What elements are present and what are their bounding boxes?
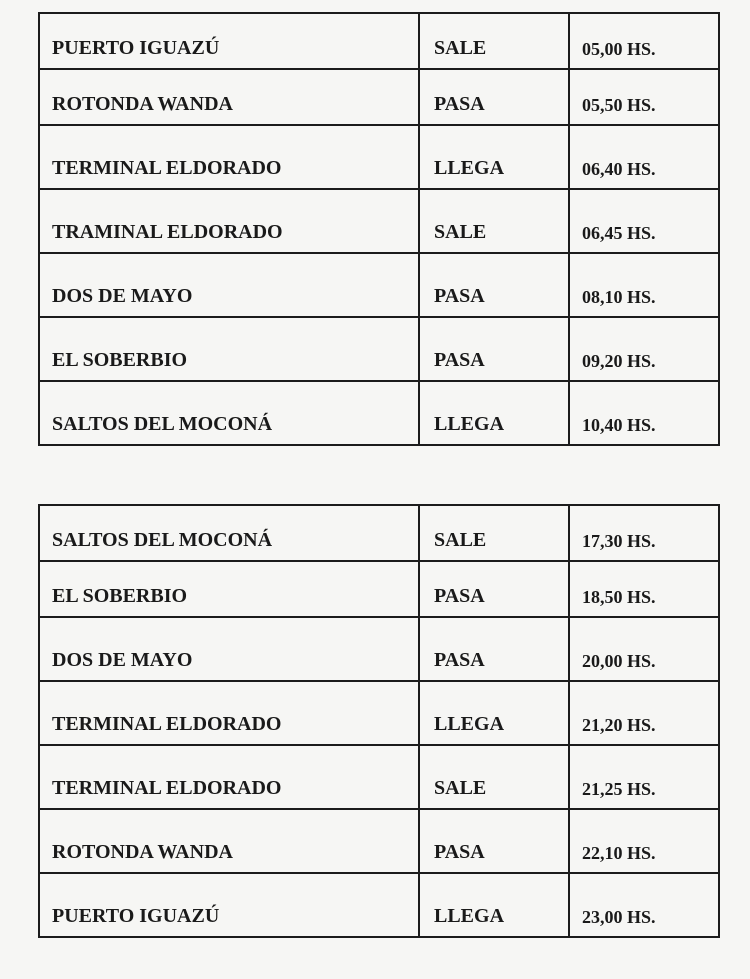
table-row (39, 69, 719, 125)
table-row (39, 873, 719, 937)
stop-time: 05,50 HS. (569, 69, 719, 125)
stop-name: TRAMINAL ELDORADO (39, 189, 419, 253)
stop-name: PUERTO IGUAZÚ (39, 873, 419, 937)
stop-time: 06,40 HS. (569, 125, 719, 189)
table-row (39, 189, 719, 253)
stop-name: EL SOBERBIO (39, 561, 419, 617)
stop-time: 21,25 HS. (569, 745, 719, 809)
stop-action: PASA (419, 809, 569, 873)
table-row (39, 13, 719, 69)
stop-action: PASA (419, 69, 569, 125)
stop-time: 06,45 HS. (569, 189, 719, 253)
return-schedule-table (38, 504, 720, 938)
stop-time: 09,20 HS. (569, 317, 719, 381)
stop-name: EL SOBERBIO (39, 317, 419, 381)
stop-time: 17,30 HS. (569, 505, 719, 561)
table-row (39, 617, 719, 681)
table-row (39, 809, 719, 873)
stop-name: SALTOS DEL MOCONÁ (39, 505, 419, 561)
stop-time: 10,40 HS. (569, 381, 719, 445)
stop-name: TERMINAL ELDORADO (39, 681, 419, 745)
stop-name: PUERTO IGUAZÚ (39, 13, 419, 69)
outbound-schedule-table (38, 12, 720, 446)
table-row (39, 381, 719, 445)
stop-time: 05,00 HS. (569, 13, 719, 69)
stop-action: SALE (419, 505, 569, 561)
stop-name: ROTONDA WANDA (39, 809, 419, 873)
stop-action: SALE (419, 189, 569, 253)
stop-action: PASA (419, 317, 569, 381)
stop-time: 23,00 HS. (569, 873, 719, 937)
table-row (39, 125, 719, 189)
stop-action: LLEGA (419, 381, 569, 445)
stop-time: 08,10 HS. (569, 253, 719, 317)
stop-action: PASA (419, 561, 569, 617)
table-row (39, 505, 719, 561)
stop-time: 20,00 HS. (569, 617, 719, 681)
stop-name: SALTOS DEL MOCONÁ (39, 381, 419, 445)
stop-name: TERMINAL ELDORADO (39, 125, 419, 189)
stop-action: SALE (419, 13, 569, 69)
stop-name: DOS DE MAYO (39, 253, 419, 317)
table-row (39, 317, 719, 381)
stop-time: 18,50 HS. (569, 561, 719, 617)
stop-name: TERMINAL ELDORADO (39, 745, 419, 809)
stop-time: 22,10 HS. (569, 809, 719, 873)
stop-action: LLEGA (419, 873, 569, 937)
table-row (39, 681, 719, 745)
table-row (39, 253, 719, 317)
stop-action: LLEGA (419, 681, 569, 745)
stop-name: DOS DE MAYO (39, 617, 419, 681)
table-row (39, 561, 719, 617)
table-row (39, 745, 719, 809)
stop-action: PASA (419, 253, 569, 317)
stop-name: ROTONDA WANDA (39, 69, 419, 125)
stop-action: SALE (419, 745, 569, 809)
stop-time: 21,20 HS. (569, 681, 719, 745)
stop-action: LLEGA (419, 125, 569, 189)
stop-action: PASA (419, 617, 569, 681)
